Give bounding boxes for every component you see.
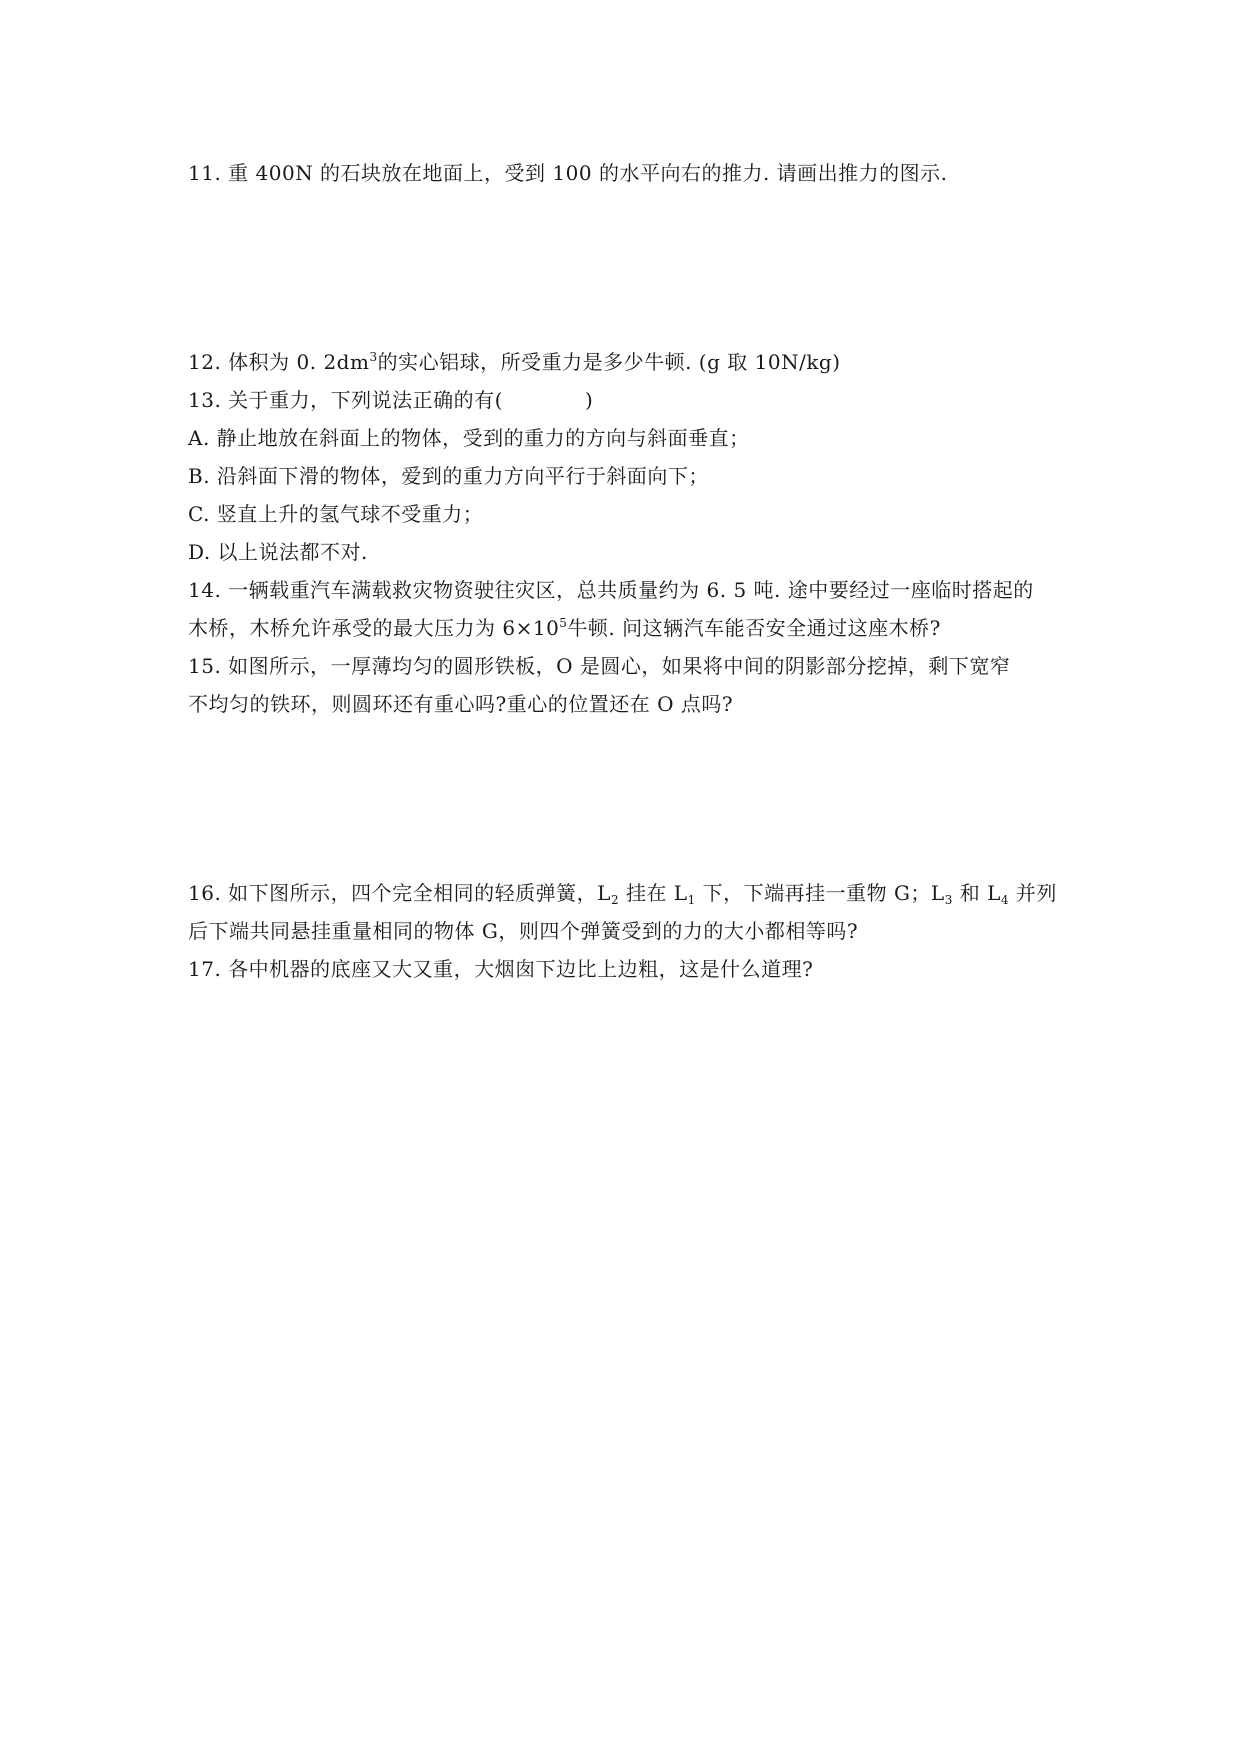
- question-11-text: 11. 重 400N 的石块放在地面上，受到 100 的水平向右的推力. 请画出推力的图示.: [188, 161, 948, 185]
- option-a-text: A. 静止地放在斜面上的物体，受到的重力的方向与斜面垂直；: [188, 426, 750, 450]
- question-12-text-b: 的实心铝球，所受重力是多少牛顿. (g 取 10N/kg): [377, 350, 841, 374]
- question-13-option-c: [188, 501, 1068, 527]
- subscript-3: 3: [944, 893, 953, 907]
- question-16-text-c: 下，下端再挂一重物 G；L: [695, 881, 945, 905]
- question-15-text-2: 不均匀的铁环，则圆环还有重心吗?重心的位置还在 O 点吗?: [188, 692, 734, 716]
- question-13: [188, 387, 1068, 413]
- question-17-text: 17. 各中机器的底座又大又重，大烟囱下边比上边粗，这是什么道理?: [188, 957, 814, 981]
- question-12-text-a: 12. 体积为 0. 2dm: [188, 350, 370, 374]
- question-12-superscript: 3: [369, 350, 378, 364]
- question-16-text-a: 16. 如下图所示，四个完全相同的轻质弹簧，L: [188, 881, 611, 905]
- question-14-text-1: 14. 一辆载重汽车满载救灾物资驶往灾区，总共质量约为 6. 5 吨. 途中要经过一座临时搭起的: [188, 578, 1034, 602]
- question-15-text-1: 15. 如图所示，一厚薄均匀的圆形铁板，O 是圆心，如果将中间的阴影部分挖掉，剩下宽窄: [188, 654, 1011, 678]
- question-14-line-1: [188, 577, 1068, 603]
- subscript-4: 4: [1000, 893, 1009, 907]
- question-16-text-d: 和 L: [952, 881, 1001, 905]
- question-13-option-d: [188, 539, 1068, 565]
- question-16-line-1: [188, 880, 1068, 906]
- question-15-line-2: [188, 691, 1068, 717]
- question-13-text: 13. 关于重力，下列说法正确的有( ): [188, 388, 594, 412]
- option-c-text: C. 竖直上升的氢气球不受重力；: [188, 502, 484, 526]
- question-11: [188, 160, 1068, 186]
- question-12: [188, 349, 1068, 375]
- question-15-line-1: [188, 653, 1068, 679]
- subscript-2: 2: [610, 893, 620, 907]
- question-16-line-2: [188, 918, 1068, 944]
- option-d-text: D. 以上说法都不对.: [188, 540, 368, 564]
- question-13-option-a: [188, 425, 1068, 451]
- question-14-text-2a: 木桥，木桥允许承受的最大压力为 6×10: [188, 616, 560, 640]
- question-16-text-2: 后下端共同悬挂重量相同的物体 G，则四个弹簧受到的力的大小都相等吗?: [188, 919, 859, 943]
- subscript-1: 1: [687, 893, 696, 907]
- question-16-text-e: 并列: [1009, 881, 1057, 905]
- question-14-superscript: 5: [559, 616, 568, 630]
- question-16-text-b: 挂在 L: [619, 881, 688, 905]
- question-14-line-2: [188, 615, 1068, 641]
- option-b-text: B. 沿斜面下滑的物体，爱到的重力方向平行于斜面向下；: [188, 464, 709, 488]
- question-13-option-b: [188, 463, 1068, 489]
- question-14-text-2b: 牛顿. 问这辆汽车能否安全通过这座木桥?: [567, 616, 941, 640]
- question-17: [188, 956, 1068, 982]
